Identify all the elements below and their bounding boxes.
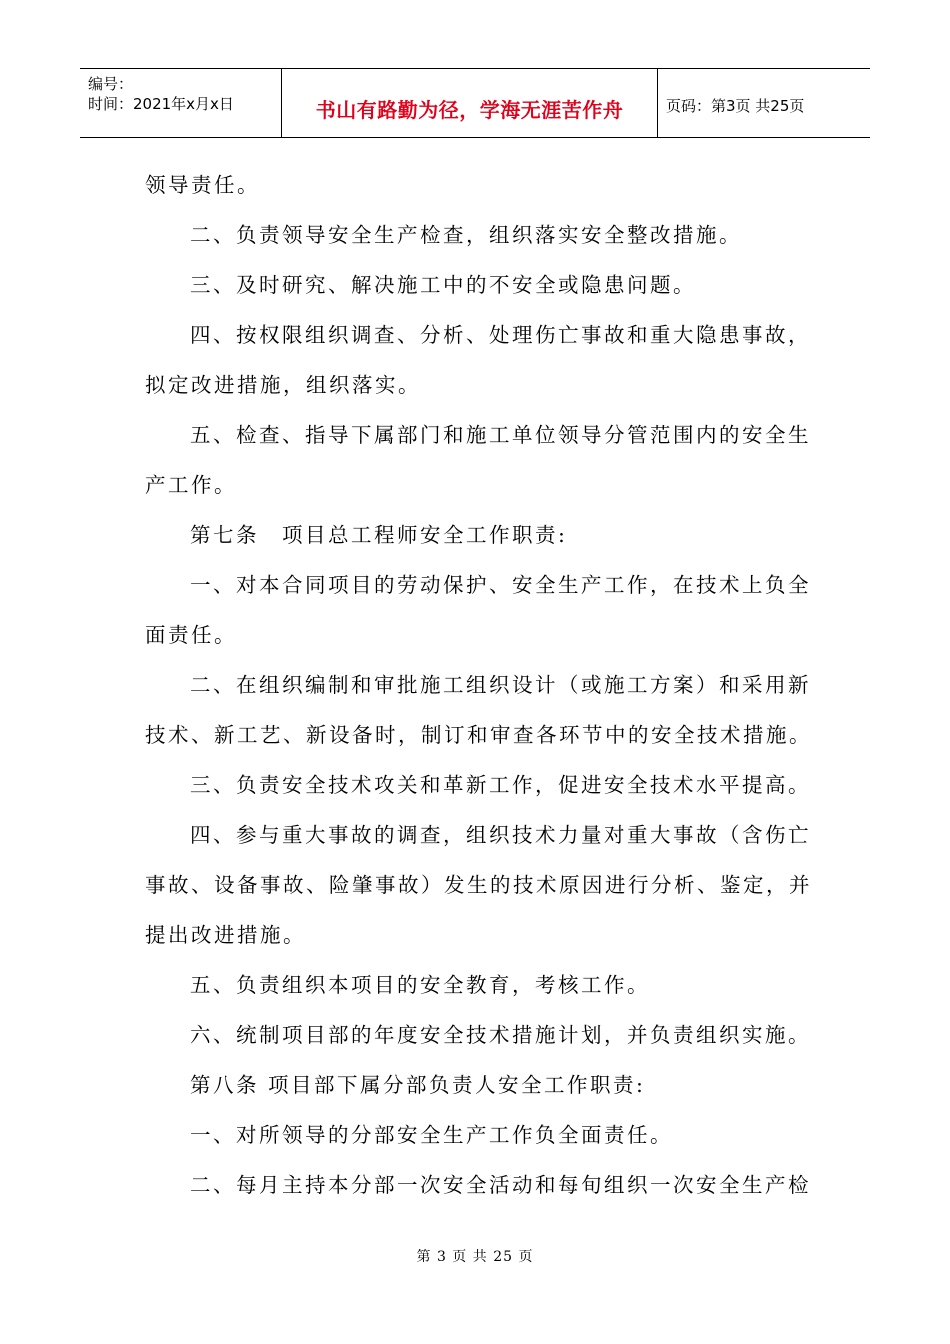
body-line: 五、负责组织本项目的安全教育，考核工作。 (190, 973, 650, 997)
header-meta-cell (80, 69, 282, 137)
body-line: 拟定改进措施，组织落实。 (145, 373, 421, 397)
body-line: 二、负责领导安全生产检查，组织落实安全整改措施。 (190, 223, 742, 247)
body-line: 事故、设备事故、险肇事故）发生的技术原因进行分析、鉴定，并 (145, 873, 812, 897)
header-page-cell (658, 69, 870, 137)
body-line: 二、每月主持本分部一次安全活动和每旬组织一次安全生产检 (190, 1173, 811, 1197)
body-line: 技术、新工艺、新设备时，制订和审查各环节中的安全技术措施。 (145, 723, 812, 747)
header-page-code: 页码：第3页 共25页 (666, 97, 805, 115)
page-footer: 第 3 页 共 25 页 (416, 1249, 534, 1265)
body-line: 四、参与重大事故的调查，组织技术力量对重大事故（含伤亡 (190, 823, 811, 847)
body-line: 产工作。 (145, 473, 237, 497)
body-line: 三、负责安全技术攻关和革新工作，促进安全技术水平提高。 (190, 773, 811, 797)
document-date-label: 时间：2021年x月x日 (88, 95, 234, 113)
body-line: 二、在组织编制和审批施工组织设计（或施工方案）和采用新 (190, 673, 811, 697)
header-motto: 书山有路勤为径，学海无涯苦作舟 (315, 98, 624, 122)
document-number-label: 编号： (88, 75, 134, 93)
body-line: 领导责任。 (145, 173, 260, 197)
article-heading: 第八条 项目部下属分部负责人安全工作职责: (190, 1073, 646, 1097)
article-heading: 第七条 项目总工程师安全工作职责: (190, 523, 568, 547)
body-line: 三、及时研究、解决施工中的不安全或隐患问题。 (190, 273, 696, 297)
page-header (80, 68, 870, 138)
header-motto-cell (282, 69, 658, 137)
body-line: 提出改进措施。 (145, 923, 306, 947)
body-line: 五、检查、指导下属部门和施工单位领导分管范围内的安全生 (190, 423, 811, 447)
document-body (145, 160, 810, 1210)
body-line: 一、对本合同项目的劳动保护、安全生产工作，在技术上负全 (190, 573, 811, 597)
body-line: 一、对所领导的分部安全生产工作负全面责任。 (190, 1123, 673, 1147)
body-line: 四、按权限组织调查、分析、处理伤亡事故和重大隐患事故， (190, 323, 811, 347)
body-line: 六、统制项目部的年度安全技术措施计划，并负责组织实施。 (190, 1023, 811, 1047)
body-line: 面责任。 (145, 623, 237, 647)
